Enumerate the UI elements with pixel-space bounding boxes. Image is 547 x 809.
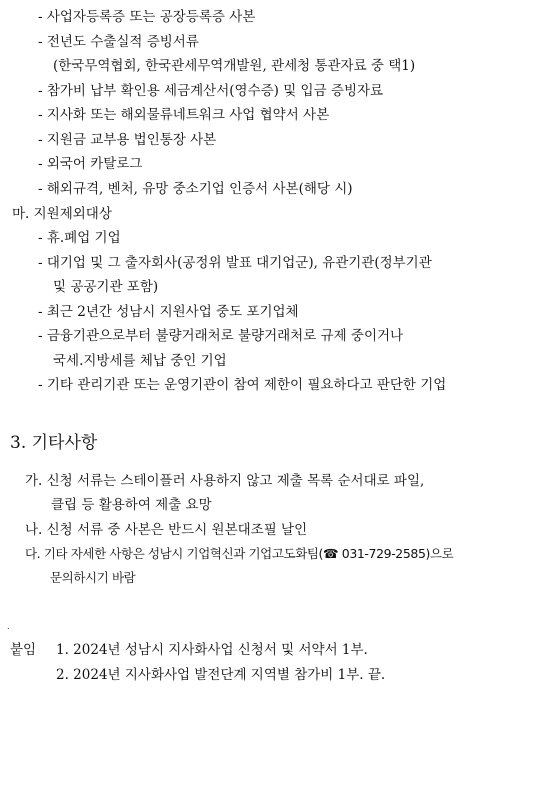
stray-dot: . [7, 622, 10, 631]
doc-item: - 외국어 카탈로그 [38, 156, 143, 172]
doc-item-continuation: (한국무역협회, 한국관세무역개발원, 관세청 통관자료 중 택1) [53, 58, 416, 74]
attachment-item: 2. 2024년 지사화사업 발전단계 지역별 참가비 1부. 끝. [56, 667, 386, 683]
doc-item: - 지원금 교부용 법인통장 사본 [38, 132, 217, 148]
exclusion-item-continuation: 및 공공기관 포함) [53, 279, 159, 295]
exclusion-item: - 최근 2년간 성남시 지원사업 중도 포기업체 [38, 304, 299, 320]
exclusion-item: - 금융기관으로부터 불량거래처로 불량거래처로 규제 중이거나 [38, 328, 404, 344]
section-3-item-continuation: 문의하시기 바람 [50, 570, 136, 585]
section-3-item: 나. 신청 서류 중 사본은 반드시 원본대조필 날인 [25, 522, 308, 538]
exclusion-item: - 대기업 및 그 출자회사(공정위 발표 대기업군), 유관기관(정부기관 [38, 255, 432, 271]
exclusion-item-continuation: 국세.지방세를 체납 중인 기업 [53, 353, 227, 369]
doc-item: - 지사화 또는 해외물류네트워크 사업 협약서 사본 [38, 107, 330, 123]
doc-item: - 참가비 납부 확인용 세금계산서(영수증) 및 입금 증빙자료 [38, 83, 384, 99]
exclusion-item: - 휴.폐업 기업 [38, 230, 121, 246]
doc-item: - 해외규격, 벤처, 유망 중소기업 인증서 사본(해당 시) [38, 181, 353, 197]
attachment-item: 1. 2024년 성남시 지사화사업 신청서 및 서약서 1부. [56, 642, 368, 658]
section-3-heading: 3. 기타사항 [10, 433, 98, 453]
exclusion-item: - 기타 관리기관 또는 운영기관이 참여 제한이 필요하다고 판단한 기업 [38, 377, 447, 393]
section-3-item-continuation: 클립 등 활용하여 제출 요망 [51, 497, 212, 513]
doc-item: - 전년도 수출실적 증빙서류 [38, 34, 199, 50]
exclusion-heading: 마. 지원제외대상 [12, 206, 112, 222]
section-3-item: 가. 신청 서류는 스테이플러 사용하지 않고 제출 목록 순서대로 파일, [25, 473, 425, 489]
attachment-label: 붙임 [10, 642, 37, 658]
doc-item: - 사업자등록증 또는 공장등록증 사본 [38, 9, 256, 25]
section-3-item: 다. 기타 자세한 사항은 성남시 기업혁신과 기업고도화팀(☎ 031-729-2585)으로 [25, 546, 454, 561]
